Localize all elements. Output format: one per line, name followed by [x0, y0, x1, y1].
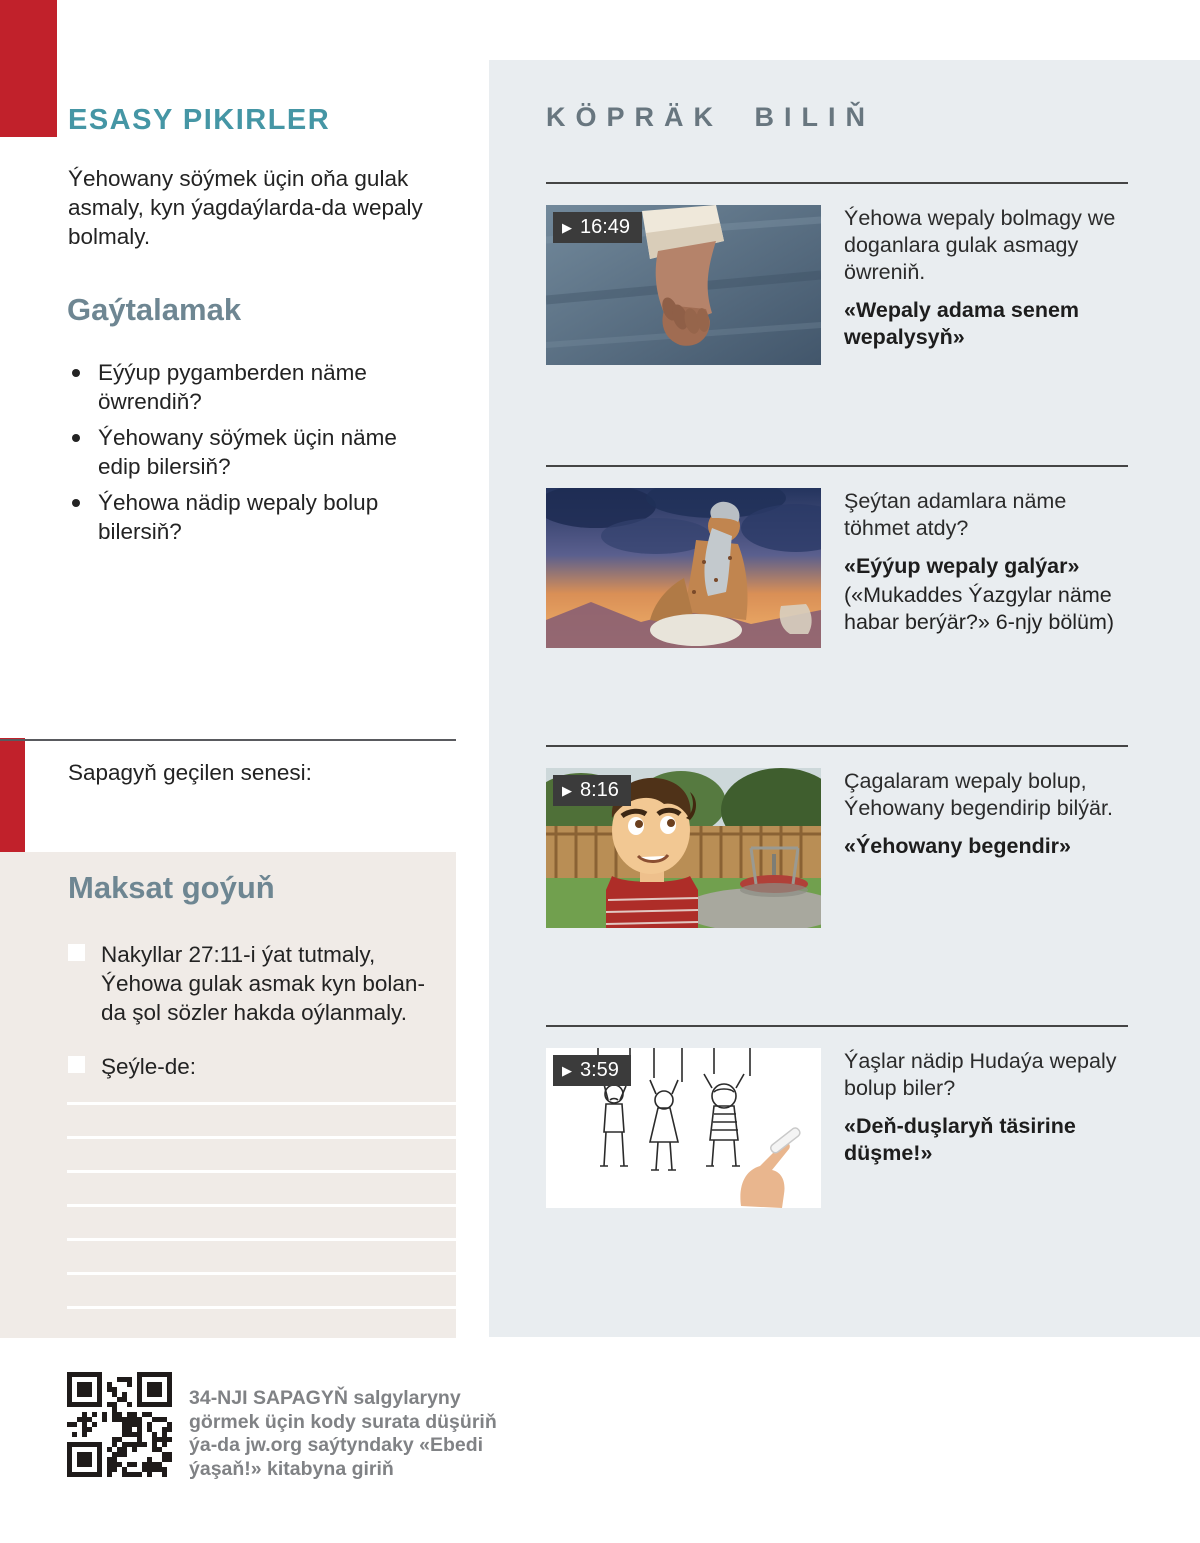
review-question-list — [68, 358, 428, 553]
video-title[interactable]: «Deň-duşlaryň täsirine düşme!» — [844, 1114, 1076, 1165]
writing-line — [67, 1238, 456, 1241]
checkbox[interactable] — [68, 944, 85, 961]
video-item — [546, 182, 1130, 365]
video-description: Çagalaram wepaly bolup, Ýehowany begendirip bilýär. — [844, 769, 1113, 820]
section-title-learn-more: KÖPRÄK BILIŇ — [546, 102, 875, 132]
video-subtitle: («Mukaddes Ýazgylar näme habar berýär?» 6-njy bölüm) — [844, 583, 1115, 634]
writing-line — [67, 1272, 456, 1275]
video-duration-badge — [553, 775, 631, 806]
goal-item-text: Nakyllar 27:11-i ýat tutmaly, Ýehowa gulak asmak kyn bolan-da şol sözler hakda oýlanmaly. — [101, 942, 425, 1025]
main-points-text: Ýehowany söýmek üçin oňa gulak asmaly, kyn ýagdaýlarda-da wepaly bolmaly. — [68, 166, 423, 249]
video-duration: 8:16 — [580, 779, 619, 801]
video-thumbnail-clasped-hands[interactable] — [546, 205, 821, 365]
qr-caption-lesson: 34-NJI SAPAGYŇ — [189, 1387, 348, 1409]
video-duration: 16:49 — [580, 216, 631, 238]
play-icon: ▶ — [562, 219, 572, 235]
writing-line — [67, 1170, 456, 1173]
goal-item-text: Şeýle-de: — [101, 1054, 197, 1079]
video-item — [546, 1025, 1130, 1208]
divider-line — [0, 739, 456, 741]
goal-item — [68, 940, 428, 1027]
video-description: Şeýtan adamlara näme töhmet atdy? — [844, 489, 1067, 540]
review-question: Ýehowany söýmek üçin näme edip bilersiň? — [68, 423, 428, 481]
video-thumbnail-whiteboard-kids[interactable] — [546, 1048, 821, 1208]
writing-line — [67, 1204, 456, 1207]
video-duration-badge — [553, 1055, 631, 1086]
qr-code-pattern — [67, 1372, 172, 1477]
writing-lines — [67, 1102, 456, 1340]
video-description: Ýehowa wepaly bolmagy we doganlara gulak asmagy öwreniň. — [844, 206, 1116, 284]
video-item — [546, 465, 1130, 648]
video-title[interactable]: «Eýýup wepaly galýar» — [844, 554, 1080, 578]
video-duration: 3:59 — [580, 1059, 619, 1081]
section-title-set-goal: Maksat goýuň — [68, 870, 275, 905]
writing-line — [67, 1306, 456, 1309]
play-icon: ▶ — [562, 1062, 572, 1078]
section-title-review: Gaýtalamak — [67, 292, 242, 327]
qr-code — [67, 1372, 172, 1477]
video-thumbnail-boy-playground[interactable] — [546, 768, 821, 928]
review-question: Eýýup pygamberden näme öwrendiň? — [68, 358, 428, 416]
review-question: Ýehowa nädip wepaly bolup bilersiň? — [68, 488, 428, 546]
goal-item — [68, 1052, 428, 1081]
video-item — [546, 745, 1130, 928]
writing-line — [67, 1136, 456, 1139]
qr-caption — [189, 1387, 501, 1481]
lesson-date-label: Sapagyň geçilen senesi: — [68, 760, 312, 785]
job-illustration — [546, 488, 821, 648]
play-icon: ▶ — [562, 782, 572, 798]
qr-caption-text: salgylaryny görmek üçin kody surata düşüriň ýa-da jw.org saýtyndaky «Ebedi ýaşaň!» kitabyna giriň — [189, 1387, 497, 1480]
video-thumbnail-job-sitting[interactable] — [546, 488, 821, 648]
learn-more-panel — [489, 60, 1200, 1337]
divider-line — [546, 745, 1128, 747]
writing-line — [67, 1102, 456, 1105]
checkbox[interactable] — [68, 1056, 85, 1073]
divider-line — [546, 1025, 1128, 1027]
video-title[interactable]: «Ýehowany begendir» — [844, 834, 1072, 858]
divider-line — [546, 182, 1128, 184]
set-goal-panel — [0, 852, 456, 1338]
page-edge-marker-side — [0, 738, 25, 852]
video-description: Ýaşlar nädip Hudaýa wepaly bolup biler? — [844, 1049, 1117, 1100]
video-duration-badge — [553, 212, 642, 243]
section-title-main-points: ESASY PIKIRLER — [68, 104, 331, 136]
divider-line — [546, 465, 1128, 467]
page-edge-marker-top — [0, 0, 57, 137]
video-title[interactable]: «Wepaly adama senem wepalysyň» — [844, 298, 1080, 349]
